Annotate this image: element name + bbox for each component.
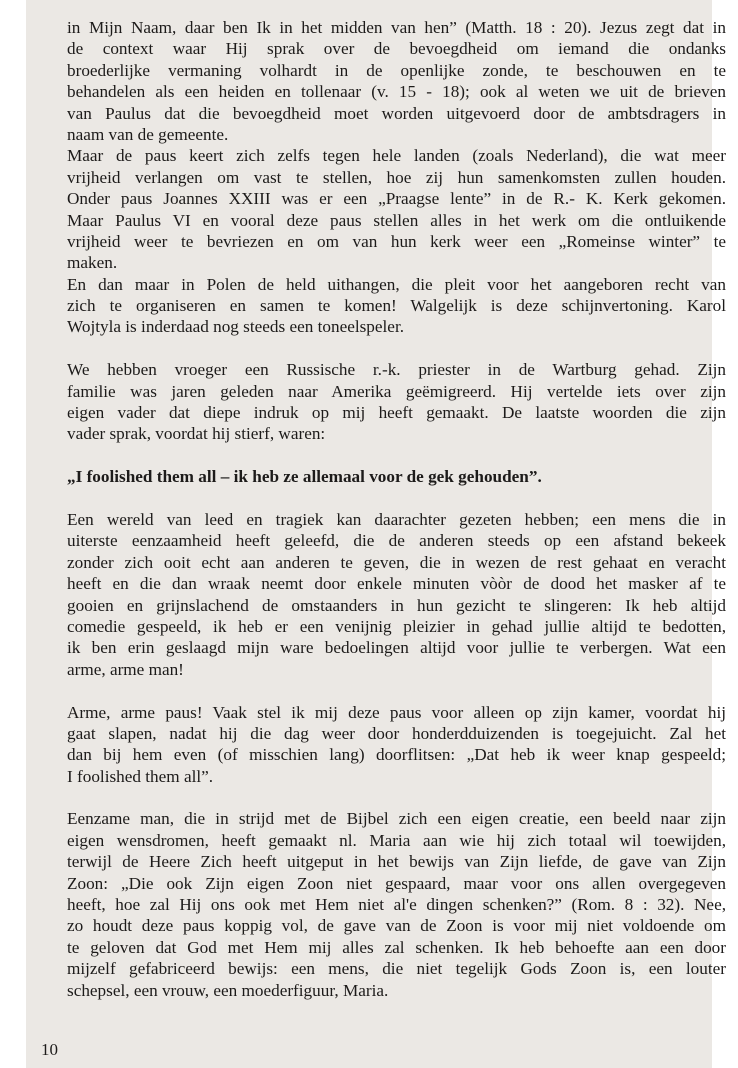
text-line: We hebben vroeger een Russische r.-k. priester in de Wartburg gehad. Zijn <box>67 360 726 380</box>
paragraph <box>67 702 726 788</box>
text-line: Eenzame man, die in strijd met de Bijbel zich een eigen creatie, een beeld naar zijn <box>67 809 726 829</box>
paragraph-gap <box>67 445 726 466</box>
text-line: heeft en die dan wraak neemt door enkele minuten vòòr de dood het masker af te <box>67 574 726 594</box>
text-line: Maar de paus keert zich zelfs tegen hele landen (zoals Nederland), die wat meer <box>67 146 726 166</box>
paragraph-gap <box>67 488 726 509</box>
text-line: Onder paus Joannes XXIII was er een „Praagse lente” in de R.- K. Kerk gekomen. <box>67 189 726 209</box>
text-line: vrijheid verlangen om vast te stellen, hoe zij hun samenkomsten zullen houden. <box>67 167 726 187</box>
text-line: gooien en grijnslachend de omstaanders in hun gezicht te slingeren: Ik heb altijd <box>67 595 726 615</box>
book-page <box>26 0 726 1068</box>
paragraph <box>67 359 726 445</box>
text-line: zo houdt deze paus koppig vol, de gave van de Zoon is voor mij niet voldoende om <box>67 916 726 936</box>
paragraph <box>67 274 726 338</box>
text-line: ik ben erin geslaagd mijn ware bedoelingen altijd voor jullie te verbergen. Wat een <box>67 638 726 658</box>
text-line: Wojtyla is inderdaad nog steeds een toneelspeler. <box>67 317 405 337</box>
text-line: behandelen als een heiden en tollenaar (v. 15 - 18); ook al weten we uit de brieven <box>67 82 726 102</box>
paragraph <box>67 145 726 273</box>
text-line: eigen vader dat diepe indruk op mij heeft gemaakt. De laatste woorden die zijn <box>67 403 726 423</box>
text-line: gaat slapen, nadat hij die dag weer door honderdduizenden is toegejuicht. Zal het <box>67 723 726 743</box>
text-line: uiterste eenzaamheid heeft geleefd, die de anderen steeds op een afstand bekeek <box>67 531 726 551</box>
paragraph-gap <box>67 680 726 701</box>
text-line: familie was jaren geleden naar Amerika geëmigreerd. Hij vertelde iets over zijn <box>67 381 726 401</box>
quote-line: „I foolished them all – ik heb ze allemaal voor de gek gehouden”. <box>67 467 542 487</box>
bold-quote <box>67 466 726 487</box>
text-line: in Mijn Naam, daar ben Ik in het midden van hen” (Matth. 18 : 20). Jezus zegt dat in <box>67 18 726 37</box>
paragraph-gap <box>67 787 726 808</box>
text-line: Een wereld van leed en tragiek kan daarachter gezeten hebben; een mens die in <box>67 509 726 529</box>
paragraph <box>67 509 726 680</box>
paragraph-gap <box>67 338 726 359</box>
text-line: van Paulus dat die bevoegdheid moet worden uitgevoerd door de ambtsdragers in <box>67 103 726 123</box>
text-line: zich te organiseren en samen te komen! Walgelijk is deze schijnvertoning. Karol <box>67 296 726 316</box>
text-line: vrijheid weer te bevriezen en om van hun kerk weer een „Romeinse winter” te <box>67 231 726 251</box>
text-line: I foolished them all”. <box>67 766 214 786</box>
text-line: comedie gespeeld, ik heb er een venijnig pleizier in gehad jullie altijd te bedotten, <box>67 616 726 636</box>
text-line: de context waar Hij sprak over de bevoegdheid om iemand die ondanks <box>67 39 726 59</box>
page-number: 10 <box>41 1040 58 1059</box>
text-line: schepsel, een vrouw, een moederfiguur, Maria. <box>67 980 389 1000</box>
text-line: broederlijke vermaning volhardt in de openlijke zonde, te beschouwen en te <box>67 60 726 80</box>
text-line: heeft, hoe zal Hij ons ook met Hem niet al'e dingen schenken?” (Rom. 8 : 32). Nee, <box>67 895 726 915</box>
paragraph <box>67 808 726 1001</box>
text-line: mijzelf gefabriceerd bewijs: een mens, die niet tegelijk Gods Zoon is, een louter <box>67 959 726 979</box>
text-line: dan bij hem even (of misschien lang) doorflitsen: „Dat heb ik weer knap gespeeld; <box>67 745 726 765</box>
body-text <box>67 17 726 1001</box>
text-line: maken. <box>67 253 118 273</box>
text-line: eigen wensdromen, heeft gemaakt nl. Maria aan wie hij zich totaal wil toewijden, <box>67 830 726 850</box>
text-line: Zoon: „Die ook Zijn eigen Zoon niet gespaard, maar voor ons allen overgegeven <box>67 873 726 893</box>
text-line: Arme, arme paus! Vaak stel ik mij deze paus voor alleen op zijn kamer, voordat hij <box>67 702 726 722</box>
text-line: vader sprak, voordat hij stierf, waren: <box>67 424 326 444</box>
text-line: arme, arme man! <box>67 659 184 679</box>
paragraph <box>67 17 726 145</box>
text-line: naam van de gemeente. <box>67 124 229 144</box>
text-line: Maar Paulus VI en vooral deze paus stellen alles in het werk om die ontluikende <box>67 210 726 230</box>
text-line: terwijl de Heere Zich heeft uitgeput in het bewijs van Zijn liefde, de gave van Zijn <box>67 852 726 872</box>
text-line: zonder zich ooit echt aan anderen te geven, die in wezen de rest gehaat en veracht <box>67 552 726 572</box>
text-line: En dan maar in Polen de held uithangen, die pleit voor het aangeboren recht van <box>67 274 726 294</box>
text-line: te geloven dat God met Hem mij alles zal schenken. Ik heb behoefte aan een door <box>67 937 726 957</box>
